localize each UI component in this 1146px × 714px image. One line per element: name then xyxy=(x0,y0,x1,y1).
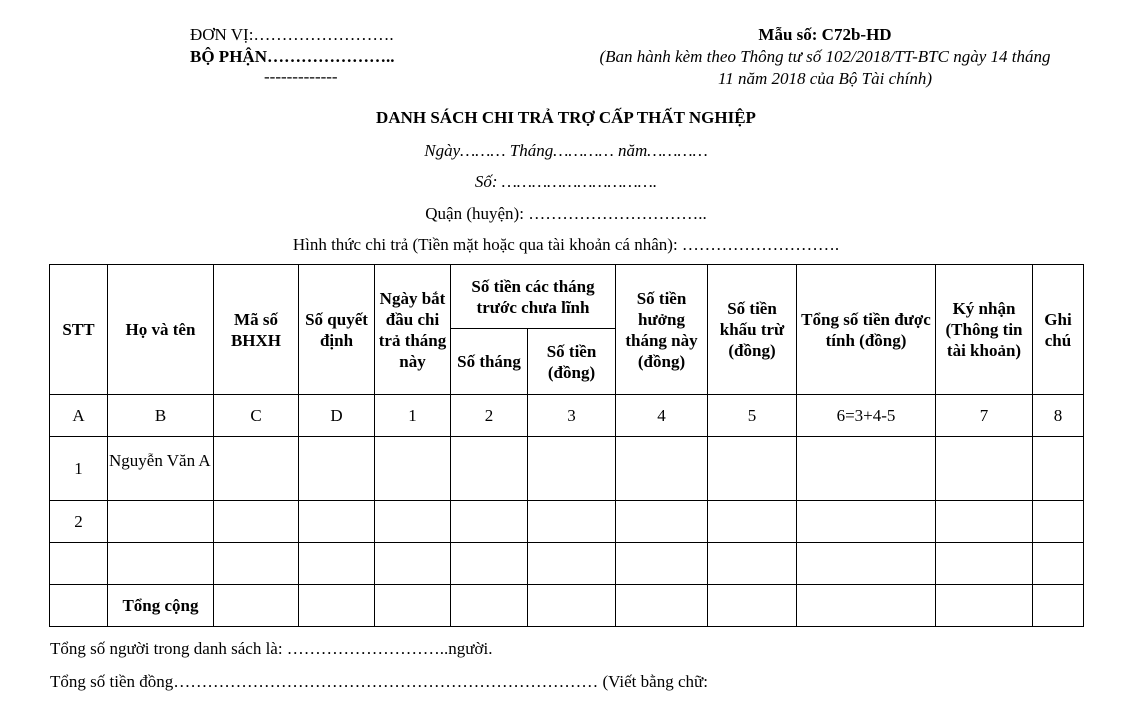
index-cell: 4 xyxy=(616,395,708,437)
issued-by-line-1: (Ban hành kèm theo Thông tư số 102/2018/TT-BTC ngày 14 tháng xyxy=(599,47,1051,66)
cell[interactable] xyxy=(214,437,299,501)
cell[interactable] xyxy=(451,437,528,501)
cell[interactable] xyxy=(451,585,528,627)
cell[interactable] xyxy=(1033,501,1084,543)
cell[interactable] xyxy=(616,585,708,627)
header-separator: ------------- xyxy=(264,67,338,86)
index-cell: 3 xyxy=(528,395,616,437)
total-label: Tổng cộng xyxy=(108,585,214,627)
table-row xyxy=(50,501,1084,543)
cell[interactable] xyxy=(451,543,528,585)
col-months-count: Số tháng xyxy=(451,329,528,395)
unit-header xyxy=(190,24,450,86)
cell[interactable] xyxy=(451,501,528,543)
name-cell[interactable] xyxy=(108,501,214,543)
cell[interactable] xyxy=(797,585,936,627)
total-row xyxy=(50,585,1084,627)
cell[interactable] xyxy=(708,585,797,627)
cell[interactable] xyxy=(299,437,375,501)
bo-phan-field: BỘ PHẬN………………….. xyxy=(190,47,395,66)
number-line: Số: …………………………. xyxy=(474,172,658,191)
cell[interactable] xyxy=(797,501,936,543)
cell[interactable] xyxy=(616,501,708,543)
index-cell: 1 xyxy=(375,395,451,437)
date-line: Ngày……… Tháng………… năm………… xyxy=(424,141,708,160)
stt-cell: 2 xyxy=(50,501,108,543)
col-prev-months-group: Số tiền các tháng trước chưa lĩnh xyxy=(451,265,616,329)
stt-cell xyxy=(50,543,108,585)
cell[interactable] xyxy=(1033,437,1084,501)
document-title: DANH SÁCH CHI TRẢ TRỢ CẤP THẤT NGHIỆP xyxy=(376,108,756,127)
header-row xyxy=(50,265,1084,329)
index-cell: A xyxy=(50,395,108,437)
cell[interactable] xyxy=(936,437,1033,501)
index-cell: 7 xyxy=(936,395,1033,437)
issued-by-line-2: 11 năm 2018 của Bộ Tài chính) xyxy=(717,69,933,88)
index-cell: 2 xyxy=(451,395,528,437)
col-total: Tổng số tiền được tính (đồng) xyxy=(797,265,936,395)
cell[interactable] xyxy=(528,543,616,585)
col-note: Ghi chú xyxy=(1033,265,1084,395)
stt-cell: 1 xyxy=(50,437,108,501)
cell[interactable] xyxy=(936,501,1033,543)
name-cell[interactable]: Nguyễn Văn A xyxy=(108,437,214,501)
total-amount-line: Tổng số tiền đồng………………………………………………………………… (Viết bằng chữ: xyxy=(50,672,708,691)
index-cell: B xyxy=(108,395,214,437)
cell xyxy=(50,585,108,627)
index-row xyxy=(50,395,1084,437)
col-bhxh: Mã số BHXH xyxy=(214,265,299,395)
cell[interactable] xyxy=(214,543,299,585)
col-months-amount: Số tiền (đồng) xyxy=(528,329,616,395)
cell[interactable] xyxy=(299,585,375,627)
cell[interactable] xyxy=(1033,543,1084,585)
name-cell[interactable] xyxy=(108,543,214,585)
cell[interactable] xyxy=(214,501,299,543)
index-cell: 6=3+4-5 xyxy=(797,395,936,437)
form-code: Mẫu số: C72b-HD xyxy=(758,25,892,44)
index-cell: 8 xyxy=(1033,395,1084,437)
table-row xyxy=(50,437,1084,501)
cell[interactable] xyxy=(299,501,375,543)
col-this-month: Số tiền hưởng tháng này (đồng) xyxy=(616,265,708,395)
form-code-header xyxy=(560,24,1090,90)
cell[interactable] xyxy=(528,585,616,627)
cell[interactable] xyxy=(375,501,451,543)
cell[interactable] xyxy=(797,543,936,585)
don-vi-field: ĐƠN VỊ:……………………. xyxy=(190,25,394,44)
cell[interactable] xyxy=(214,585,299,627)
cell[interactable] xyxy=(375,437,451,501)
cell[interactable] xyxy=(375,543,451,585)
cell[interactable] xyxy=(1033,585,1084,627)
cell[interactable] xyxy=(708,543,797,585)
payment-list-table xyxy=(49,264,1084,627)
cell[interactable] xyxy=(375,585,451,627)
cell[interactable] xyxy=(528,437,616,501)
cell[interactable] xyxy=(936,585,1033,627)
index-cell: 5 xyxy=(708,395,797,437)
col-decision: Số quyết định xyxy=(299,265,375,395)
col-signature: Ký nhận (Thông tin tài khoản) xyxy=(936,265,1033,395)
col-name: Họ và tên xyxy=(108,265,214,395)
district-line: Quận (huyện): ………………………….. xyxy=(425,204,707,223)
index-cell: C xyxy=(214,395,299,437)
col-deduction: Số tiền khấu trừ (đồng) xyxy=(708,265,797,395)
cell[interactable] xyxy=(528,501,616,543)
cell[interactable] xyxy=(797,437,936,501)
col-start-date: Ngày bắt đầu chi trả tháng này xyxy=(375,265,451,395)
cell[interactable] xyxy=(708,501,797,543)
cell[interactable] xyxy=(616,543,708,585)
total-people-line: Tổng số người trong danh sách là: ………………………..người. xyxy=(50,639,493,658)
payment-method-line: Hình thức chi trả (Tiền mặt hoặc qua tài khoản cá nhân): ………………………. xyxy=(292,235,840,254)
cell[interactable] xyxy=(708,437,797,501)
cell[interactable] xyxy=(299,543,375,585)
cell[interactable] xyxy=(936,543,1033,585)
cell[interactable] xyxy=(616,437,708,501)
index-cell: D xyxy=(299,395,375,437)
table-row xyxy=(50,543,1084,585)
col-stt: STT xyxy=(50,265,108,395)
